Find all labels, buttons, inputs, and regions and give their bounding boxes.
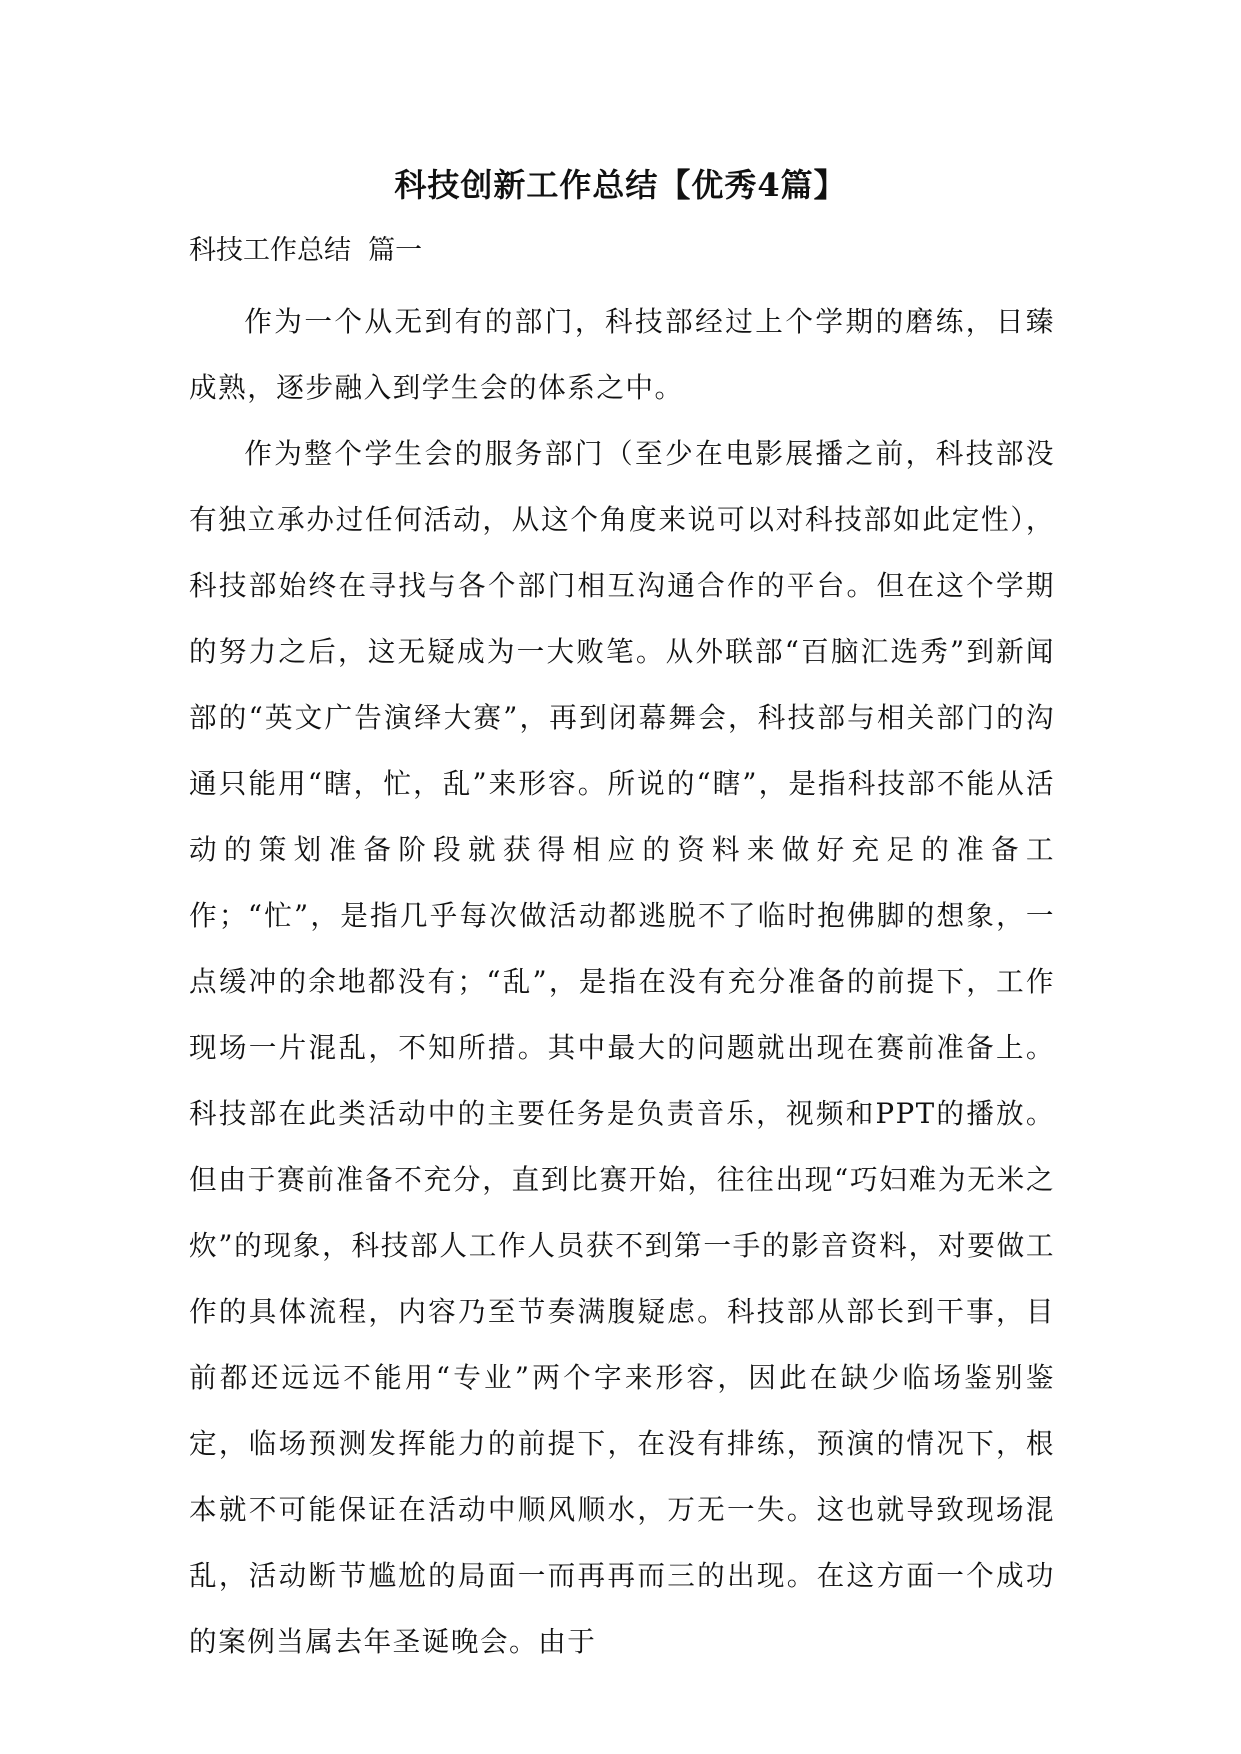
- section-heading: 科技工作总结 篇一: [189, 235, 423, 266]
- document-title: 科技创新工作总结【优秀4篇】: [394, 166, 847, 204]
- paragraph-2: 作为整个学生会的服务部门（至少在电影展播之前，科技部没有独立承办过任何活动，从这个角度来说可以对科技部如此定性），科技部始终在寻找与各个部门相互沟通合作的平台。但在这个学期的努力之后，这无疑成为一大败笔。从外联部“百脑汇选秀”到新闻部的“英文广告演绎大赛”，再到闭幕舞会，科技部与相关部门的沟通只能用“瞎，忙，乱”来形容。所说的“瞎”，是指科技部不能从活动的策划准备阶段就获得相应的资料来做好充足的准备工作；“忙”，是指几乎每次做活动都逃脱不了临时抱佛脚的想象，一点缓冲的余地都没有；“乱”，是指在没有充分准备的前提下，工作现场一片混乱，不知所措。其中最大的问题就出现在赛前准备上。科技部在此类活动中的主要任务是负责音乐，视频和PPT的播放。但由于赛前准备不充分，直到比赛开始，往往出现“巧妇难为无米之炊”的现象，科技部人工作人员获不到第一手的影音资料，对要做工作的具体流程，内容乃至节奏满腹疑虑。科技部从部长到干事，目前都还远远不能用“专业”两个字来形容，因此在缺少临场鉴别鉴定，临场预测发挥能力的前提下，在没有排练，预演的情况下，根本就不可能保证在活动中顺风顺水，万无一失。这也就导致现场混乱，活动断节尴尬的局面一而再再而三的出现。在这方面一个成功的案例当属去年圣诞晚会。由于: [189, 437, 1055, 1658]
- document-body: [189, 289, 1055, 1675]
- paragraph-1: 作为一个从无到有的部门，科技部经过上个学期的磨练，日臻成熟，逐步融入到学生会的体系之中。: [189, 305, 1055, 404]
